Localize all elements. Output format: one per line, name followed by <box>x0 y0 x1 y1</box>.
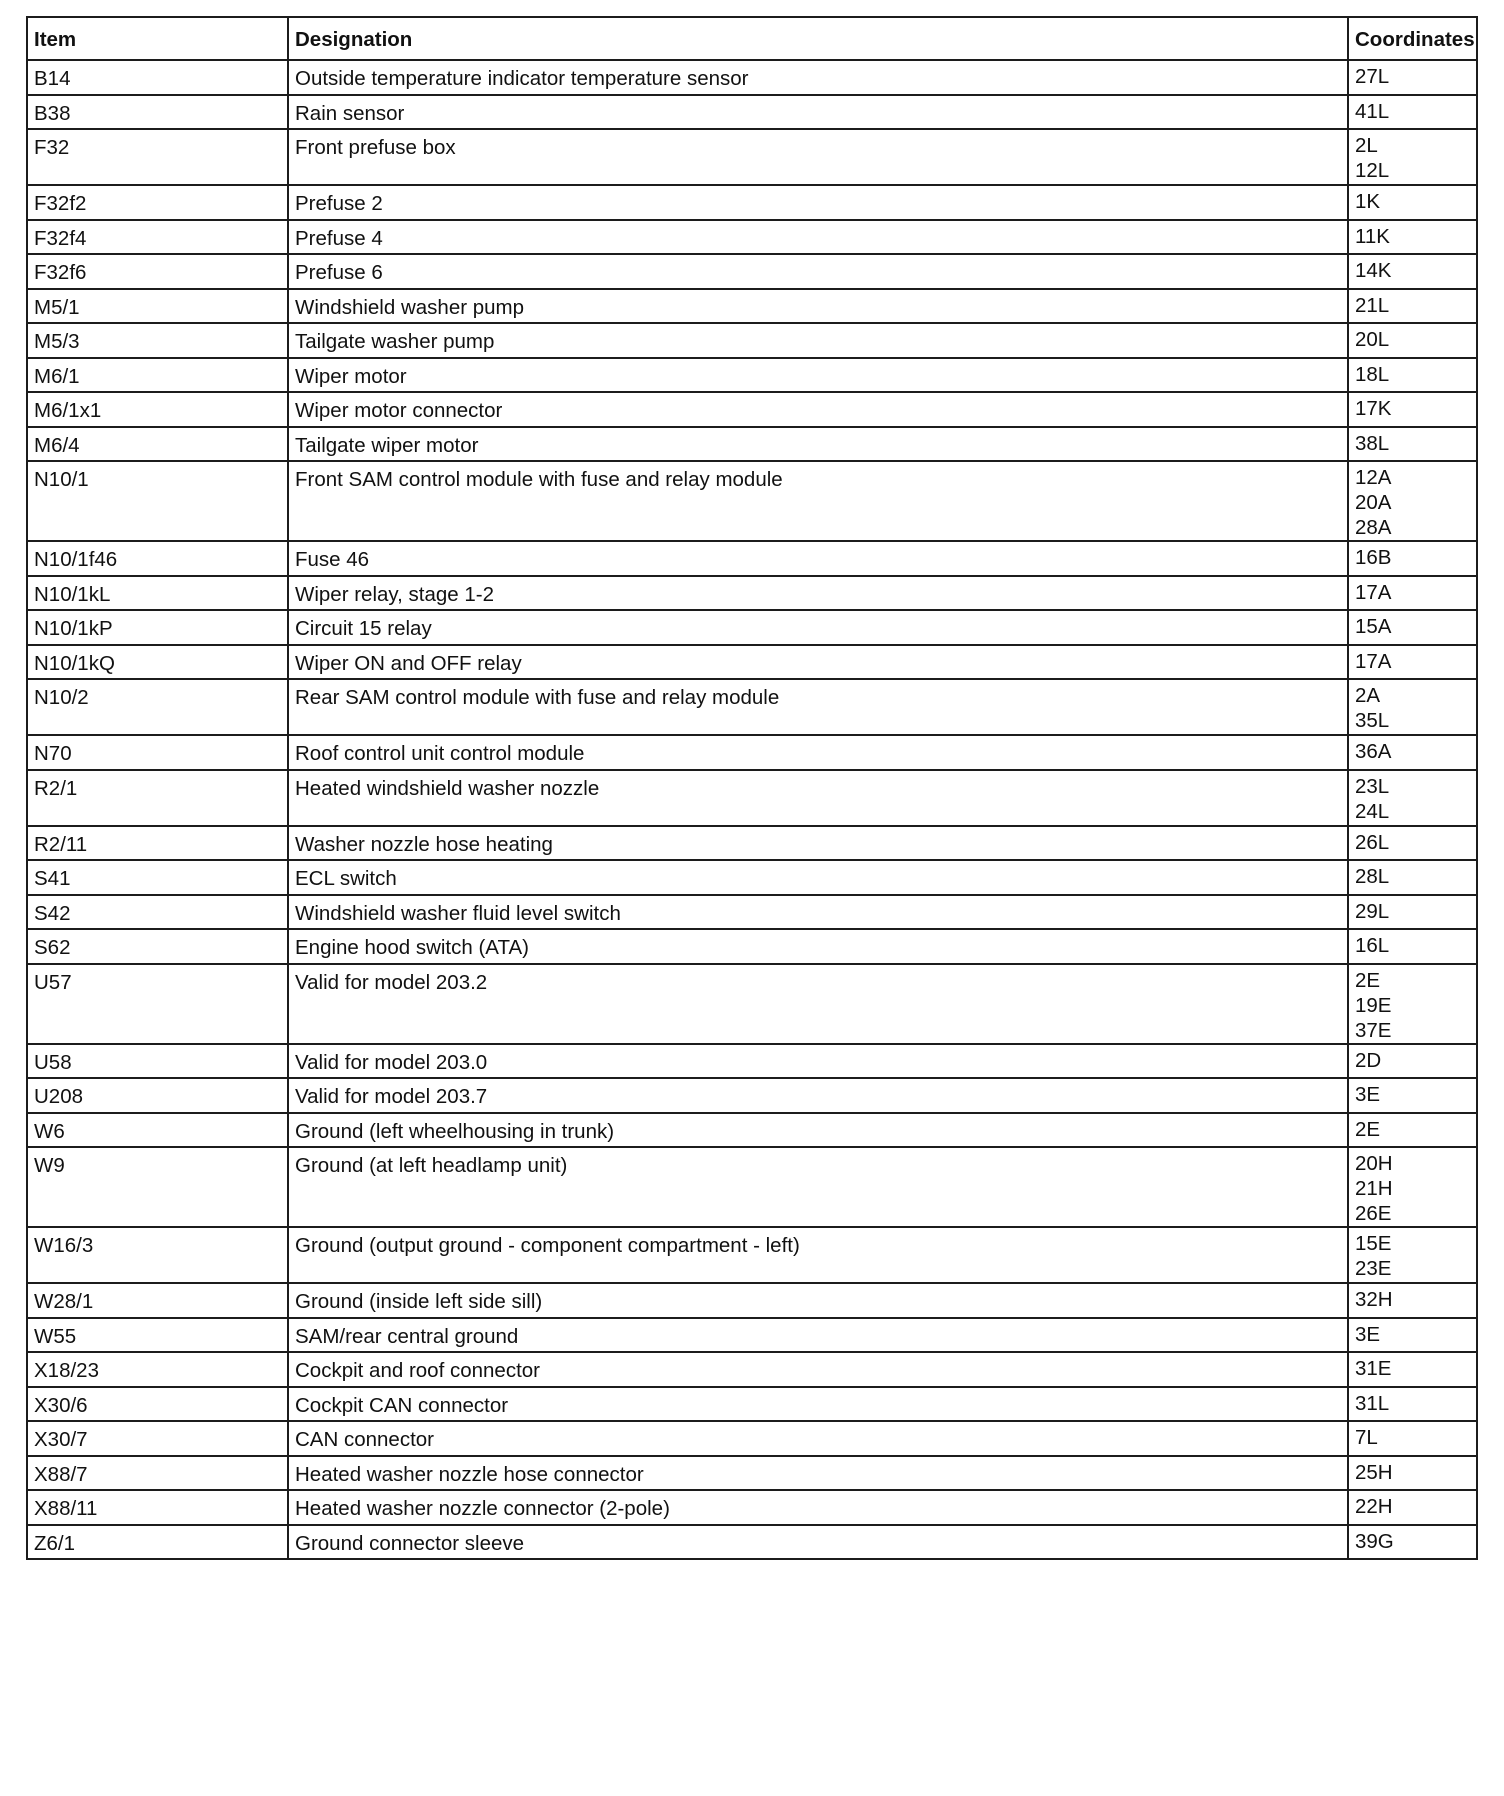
coordinates-cell <box>1348 1387 1477 1422</box>
designation-cell: Heated washer nozzle hose connector <box>288 1456 1348 1491</box>
coordinates-cell <box>1348 895 1477 930</box>
table-row <box>27 964 1477 1044</box>
coordinate-value: 29L <box>1355 899 1390 923</box>
item-cell: N10/1f46 <box>27 541 288 576</box>
coordinates-cell <box>1348 1318 1477 1353</box>
designation-cell: Heated windshield washer nozzle <box>288 770 1348 826</box>
coordinates-cell <box>1348 679 1477 735</box>
coordinates-cell <box>1348 1283 1477 1318</box>
designation-cell: Heated washer nozzle connector (2-pole) <box>288 1490 1348 1525</box>
designation-cell: Valid for model 203.0 <box>288 1044 1348 1079</box>
table-row <box>27 1490 1477 1525</box>
coordinate-value: 23L <box>1355 774 1390 798</box>
coordinates-cell <box>1348 541 1477 576</box>
item-cell: S42 <box>27 895 288 930</box>
designation-cell: Windshield washer pump <box>288 289 1348 324</box>
designation-cell: Circuit 15 relay <box>288 610 1348 645</box>
coordinate-value: 37E <box>1355 1018 1392 1042</box>
item-cell: R2/11 <box>27 826 288 861</box>
designation-cell: Wiper relay, stage 1-2 <box>288 576 1348 611</box>
table-row <box>27 1352 1477 1387</box>
table-row <box>27 1078 1477 1113</box>
designation-cell: Cockpit and roof connector <box>288 1352 1348 1387</box>
designation-cell: CAN connector <box>288 1421 1348 1456</box>
coordinate-value: 2E <box>1355 1117 1381 1141</box>
coordinates-cell <box>1348 323 1477 358</box>
table-row <box>27 129 1477 185</box>
table-row <box>27 610 1477 645</box>
table-row <box>27 1113 1477 1148</box>
item-cell: U57 <box>27 964 288 1044</box>
item-cell: X88/7 <box>27 1456 288 1491</box>
coordinates-cell <box>1348 1147 1477 1227</box>
designation-cell: Wiper motor <box>288 358 1348 393</box>
coordinate-value: 28A <box>1355 516 1392 539</box>
coordinate-value: 2D <box>1355 1048 1382 1072</box>
coordinates-cell <box>1348 860 1477 895</box>
item-cell: M6/4 <box>27 427 288 462</box>
designation-cell: Front prefuse box <box>288 129 1348 185</box>
coordinates-cell <box>1348 826 1477 861</box>
coordinates-cell <box>1348 392 1477 427</box>
item-cell: Z6/1 <box>27 1525 288 1560</box>
coordinate-value: 2A <box>1355 684 1381 707</box>
coordinate-value: 31E <box>1355 1357 1392 1380</box>
item-cell: M5/1 <box>27 289 288 324</box>
item-cell: F32f2 <box>27 185 288 220</box>
coordinate-value: 28L <box>1355 865 1390 888</box>
coordinates-cell <box>1348 1456 1477 1491</box>
table-row <box>27 289 1477 324</box>
designation-cell: Ground connector sleeve <box>288 1525 1348 1560</box>
coordinates-cell <box>1348 129 1477 185</box>
coordinate-value: 17A <box>1355 649 1392 673</box>
designation-cell: Wiper ON and OFF relay <box>288 645 1348 680</box>
designation-cell: Engine hood switch (ATA) <box>288 929 1348 964</box>
header-coordinates: Coordinates <box>1348 17 1477 60</box>
coordinates-cell <box>1348 1044 1477 1079</box>
coordinates-cell <box>1348 610 1477 645</box>
item-cell: W55 <box>27 1318 288 1353</box>
coordinate-value: 35L <box>1355 709 1390 732</box>
table-row <box>27 1318 1477 1353</box>
coordinate-value: 12A <box>1355 466 1392 489</box>
coordinates-cell <box>1348 220 1477 255</box>
designation-cell: Rain sensor <box>288 95 1348 130</box>
table-body <box>27 60 1477 1559</box>
item-cell: S41 <box>27 860 288 895</box>
designation-cell: Tailgate wiper motor <box>288 427 1348 462</box>
coordinates-cell <box>1348 964 1477 1044</box>
item-cell: N10/1kP <box>27 610 288 645</box>
table-row <box>27 1044 1477 1079</box>
item-cell: B14 <box>27 60 288 95</box>
coordinates-cell <box>1348 1490 1477 1525</box>
coordinate-value: 11K <box>1355 224 1390 248</box>
designation-cell: Cockpit CAN connector <box>288 1387 1348 1422</box>
coordinates-cell <box>1348 1421 1477 1456</box>
table-row <box>27 929 1477 964</box>
coordinate-value: 16B <box>1355 546 1392 569</box>
coordinates-cell <box>1348 576 1477 611</box>
coordinate-value: 20L <box>1355 328 1390 351</box>
table-row <box>27 1227 1477 1283</box>
coordinate-value: 18L <box>1355 362 1390 386</box>
coordinate-value: 7L <box>1355 1426 1378 1449</box>
coordinate-value: 22H <box>1355 1495 1393 1518</box>
coordinate-value: 14K <box>1355 259 1392 282</box>
table-row <box>27 1456 1477 1491</box>
designation-cell: Fuse 46 <box>288 541 1348 576</box>
table-row <box>27 1421 1477 1456</box>
designation-cell: Washer nozzle hose heating <box>288 826 1348 861</box>
table-row <box>27 185 1477 220</box>
table-row <box>27 461 1477 541</box>
item-cell: X30/6 <box>27 1387 288 1422</box>
designation-cell: Prefuse 4 <box>288 220 1348 255</box>
item-cell: X30/7 <box>27 1421 288 1456</box>
coordinate-value: 27L <box>1355 65 1390 88</box>
coordinate-value: 26E <box>1355 1202 1392 1225</box>
designation-cell: Rear SAM control module with fuse and relay module <box>288 679 1348 735</box>
coordinate-value: 26L <box>1355 830 1390 854</box>
coordinates-cell <box>1348 1525 1477 1560</box>
coordinate-value: 41L <box>1355 99 1390 123</box>
table-row <box>27 1387 1477 1422</box>
table-row <box>27 95 1477 130</box>
coordinate-value: 31L <box>1355 1391 1390 1415</box>
item-cell: X88/11 <box>27 1490 288 1525</box>
item-cell: W6 <box>27 1113 288 1148</box>
coordinate-value: 15E <box>1355 1232 1392 1255</box>
designation-cell: Ground (output ground - component compartment - left) <box>288 1227 1348 1283</box>
coordinates-cell <box>1348 1078 1477 1113</box>
table-row <box>27 427 1477 462</box>
item-cell: F32f6 <box>27 254 288 289</box>
coordinate-value: 1K <box>1355 190 1381 213</box>
designation-cell: Tailgate washer pump <box>288 323 1348 358</box>
coordinates-cell <box>1348 289 1477 324</box>
coordinate-value: 39G <box>1355 1529 1394 1553</box>
table-row <box>27 323 1477 358</box>
coordinates-cell <box>1348 1352 1477 1387</box>
coordinate-value: 21L <box>1355 293 1390 317</box>
table-row <box>27 770 1477 826</box>
coordinate-value: 36A <box>1355 740 1392 763</box>
coordinate-value: 25H <box>1355 1460 1393 1484</box>
coordinate-value: 17A <box>1355 580 1392 604</box>
coordinate-value: 3E <box>1355 1322 1381 1346</box>
item-cell: M6/1x1 <box>27 392 288 427</box>
coordinate-value: 20A <box>1355 491 1392 514</box>
item-cell: F32f4 <box>27 220 288 255</box>
item-cell: X18/23 <box>27 1352 288 1387</box>
coordinate-value: 3E <box>1355 1083 1381 1106</box>
designation-cell: Valid for model 203.7 <box>288 1078 1348 1113</box>
item-cell: N10/1kL <box>27 576 288 611</box>
coordinates-cell <box>1348 770 1477 826</box>
designation-cell: Ground (at left headlamp unit) <box>288 1147 1348 1227</box>
coordinates-cell <box>1348 735 1477 770</box>
item-cell: R2/1 <box>27 770 288 826</box>
item-cell: U58 <box>27 1044 288 1079</box>
table-row <box>27 358 1477 393</box>
coordinates-cell <box>1348 358 1477 393</box>
header-item: Item <box>27 17 288 60</box>
table-row <box>27 1525 1477 1560</box>
coordinates-cell <box>1348 185 1477 220</box>
item-cell: B38 <box>27 95 288 130</box>
table-row <box>27 645 1477 680</box>
coordinate-value: 32H <box>1355 1288 1393 1311</box>
component-table <box>26 16 1478 1560</box>
coordinate-value: 19E <box>1355 993 1392 1017</box>
coordinate-value: 20H <box>1355 1152 1393 1175</box>
coordinates-cell <box>1348 254 1477 289</box>
header-designation: Designation <box>288 17 1348 60</box>
designation-cell: ECL switch <box>288 860 1348 895</box>
table-row <box>27 895 1477 930</box>
table-row <box>27 60 1477 95</box>
table-row <box>27 541 1477 576</box>
coordinate-value: 23E <box>1355 1257 1392 1280</box>
designation-cell: Prefuse 6 <box>288 254 1348 289</box>
coordinate-value: 17K <box>1355 397 1392 420</box>
item-cell: M6/1 <box>27 358 288 393</box>
designation-cell: Prefuse 2 <box>288 185 1348 220</box>
designation-cell: SAM/rear central ground <box>288 1318 1348 1353</box>
coordinate-value: 2E <box>1355 968 1381 992</box>
coordinate-value: 24L <box>1355 799 1390 823</box>
table-row <box>27 220 1477 255</box>
item-cell: W16/3 <box>27 1227 288 1283</box>
table-row <box>27 826 1477 861</box>
coordinates-cell <box>1348 1113 1477 1148</box>
coordinate-value: 2L <box>1355 134 1378 157</box>
table-row <box>27 860 1477 895</box>
item-cell: M5/3 <box>27 323 288 358</box>
table-row <box>27 254 1477 289</box>
designation-cell: Outside temperature indicator temperature sensor <box>288 60 1348 95</box>
item-cell: F32 <box>27 129 288 185</box>
coordinate-value: 15A <box>1355 615 1392 638</box>
table-row <box>27 392 1477 427</box>
item-cell: S62 <box>27 929 288 964</box>
designation-cell: Windshield washer fluid level switch <box>288 895 1348 930</box>
designation-cell: Ground (inside left side sill) <box>288 1283 1348 1318</box>
designation-cell: Valid for model 203.2 <box>288 964 1348 1044</box>
coordinates-cell <box>1348 461 1477 541</box>
designation-cell: Ground (left wheelhousing in trunk) <box>288 1113 1348 1148</box>
item-cell: N10/2 <box>27 679 288 735</box>
designation-cell: Front SAM control module with fuse and relay module <box>288 461 1348 541</box>
coordinate-value: 16L <box>1355 934 1390 957</box>
designation-cell: Roof control unit control module <box>288 735 1348 770</box>
item-cell: U208 <box>27 1078 288 1113</box>
coordinates-cell <box>1348 95 1477 130</box>
coordinates-cell <box>1348 929 1477 964</box>
item-cell: N10/1kQ <box>27 645 288 680</box>
coordinate-value: 21H <box>1355 1177 1393 1200</box>
coordinates-cell <box>1348 60 1477 95</box>
coordinate-value: 38L <box>1355 431 1390 455</box>
coordinates-cell <box>1348 427 1477 462</box>
table-row <box>27 1147 1477 1227</box>
coordinates-cell <box>1348 645 1477 680</box>
item-cell: N70 <box>27 735 288 770</box>
item-cell: N10/1 <box>27 461 288 541</box>
table-header-row <box>27 17 1477 60</box>
table-row <box>27 576 1477 611</box>
table-row <box>27 735 1477 770</box>
designation-cell: Wiper motor connector <box>288 392 1348 427</box>
item-cell: W28/1 <box>27 1283 288 1318</box>
table-row <box>27 1283 1477 1318</box>
coordinate-value: 12L <box>1355 159 1390 182</box>
item-cell: W9 <box>27 1147 288 1227</box>
coordinates-cell <box>1348 1227 1477 1283</box>
table-row <box>27 679 1477 735</box>
